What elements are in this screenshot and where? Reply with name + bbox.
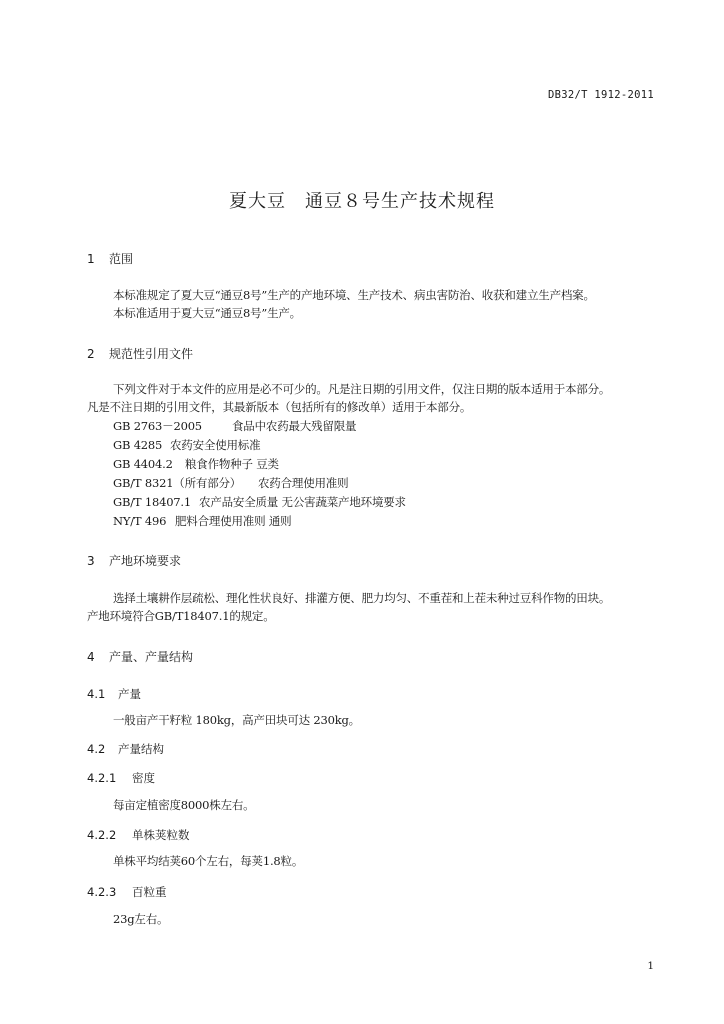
reference-code: GB 2763－2005 — [113, 419, 202, 433]
page-number: 1 — [647, 960, 654, 972]
section-number: 1 — [87, 252, 95, 266]
reference-item — [113, 475, 348, 491]
section-4-2-heading — [87, 741, 164, 757]
section-number: 4.2.3 — [87, 885, 117, 899]
section-4-2-3-text: 23g左右。 — [113, 912, 169, 926]
page-title: 夏大豆 通豆８号生产技术规程 — [229, 191, 495, 212]
reference-item — [113, 456, 279, 472]
section-2-intro-line-2: 凡是不注日期的引用文件，其最新版本（包括所有的修改单）适用于本部分。 — [87, 400, 472, 414]
reference-code: GB 4404.2 — [113, 457, 173, 471]
reference-code: GB/T 8321（所有部分） — [113, 476, 242, 490]
reference-code: NY/T 496 — [113, 514, 167, 528]
section-number: 4.1 — [87, 687, 106, 701]
section-title: 产地环境要求 — [109, 554, 182, 568]
doc-number: DB32/T 1912-2011 — [548, 89, 654, 101]
reference-name: 农产品安全质量 无公害蔬菜产地环境要求 — [199, 495, 406, 509]
section-title: 规范性引用文件 — [109, 347, 194, 361]
section-4-1-heading — [87, 686, 141, 702]
section-4-2-3-heading — [87, 884, 167, 900]
section-4-2-2-text: 单株平均结荚60个左右，每荚1.8粒。 — [113, 854, 304, 868]
section-number: 3 — [87, 554, 95, 568]
section-2-heading — [87, 345, 193, 362]
section-number: 4.2 — [87, 742, 106, 756]
section-title: 产量 — [118, 687, 141, 701]
reference-name: 食品中农药最大残留限量 — [232, 419, 357, 433]
section-3-heading — [87, 552, 181, 569]
section-number: 4 — [87, 650, 95, 664]
reference-item — [113, 513, 291, 529]
reference-item — [113, 418, 356, 434]
reference-item — [113, 437, 260, 453]
reference-name: 肥料合理使用准则 通则 — [175, 514, 292, 528]
section-4-2-1-heading — [87, 770, 155, 786]
section-number: 4.2.1 — [87, 771, 117, 785]
section-4-2-1-text: 每亩定植密度8000株左右。 — [113, 798, 255, 812]
section-1-paragraph-2: 本标准适用于夏大豆“通豆8号”生产。 — [113, 306, 301, 320]
section-title: 产量、产量结构 — [109, 650, 194, 664]
section-title: 产量结构 — [118, 742, 164, 756]
section-3-line-1: 选择土壤耕作层疏松、理化性状良好、排灌方便、肥力均匀、不重茬和上茬未种过豆科作物的田块。 — [113, 591, 611, 605]
reference-code: GB/T 18407.1 — [113, 495, 191, 509]
section-4-1-text: 一般亩产干籽粒 180kg，高产田块可达 230kg。 — [113, 713, 360, 727]
reference-code: GB 4285 — [113, 438, 163, 452]
section-4-heading — [87, 648, 193, 665]
section-4-2-2-heading — [87, 827, 190, 843]
section-2-intro-line-1: 下列文件对于本文件的应用是必不可少的。凡是注日期的引用文件，仅注日期的版本适用于本部分。 — [113, 382, 611, 396]
reference-name: 农药安全使用标准 — [170, 438, 261, 452]
section-title: 密度 — [132, 771, 155, 785]
section-number: 4.2.2 — [87, 828, 117, 842]
section-title: 百粒重 — [132, 885, 167, 899]
reference-item — [113, 494, 406, 510]
reference-name: 粮食作物种子 豆类 — [185, 457, 279, 471]
section-number: 2 — [87, 347, 95, 361]
section-1-heading — [87, 250, 133, 267]
reference-name: 农药合理使用准则 — [258, 476, 349, 490]
section-title: 单株荚粒数 — [132, 828, 190, 842]
section-title: 范围 — [109, 252, 134, 266]
section-3-line-2: 产地环境符合GB/T18407.1的规定。 — [87, 609, 275, 623]
section-1-paragraph-1: 本标准规定了夏大豆“通豆8号”生产的产地环境、生产技术、病虫害防治、收获和建立生产档案。 — [113, 288, 595, 302]
